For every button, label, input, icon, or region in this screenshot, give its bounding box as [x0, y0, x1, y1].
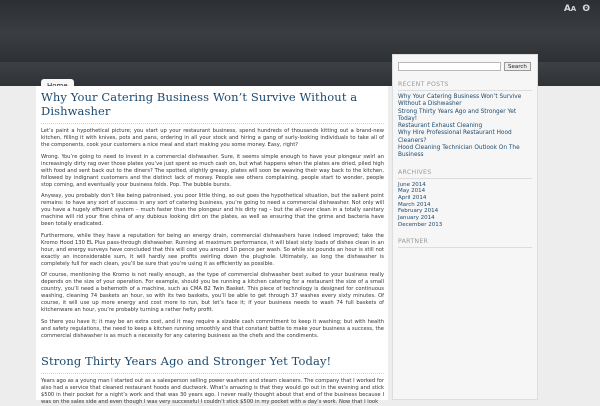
font-size-tools — [561, 4, 590, 14]
increase-font-icon[interactable]: A — [563, 4, 571, 14]
list-item — [398, 188, 532, 195]
post-paragraph: So there you have it; it may be an extra cost, and it may require a sizable cash commitment to keep it washing; but with health and safety regulations, the need to keep a kitchen running smoothly and that constant battle to make your business a success, the commercial dishwasher is as much a necessity for any catering business as the chefs and the condiments. — [41, 318, 384, 339]
recent-post-link[interactable]: Strong Thirty Years Ago and Stronger Yet Today! — [398, 108, 517, 122]
recent-posts-widget — [398, 81, 532, 160]
post-paragraph: Wrong. You’re going to need to invest in a commercial dishwasher. Sure, it seems simple enough to have your plongeur swirl an increasingly dirty rag over those plates you’ve just spent so much cash on, but what happens when the plates are dried, piled high with food and sent back out to the diners? The spotted, slightly greasy, plates will soon be weaving their way back to the kitchen, followed by indignant customers and the distinct lack of money. People see others complaining, people start to wonder, people stop coming, and eventually your business folds. Pop. The bubble bursts. — [41, 153, 384, 188]
post-title — [41, 90, 384, 124]
decrease-font-icon[interactable]: A — [570, 5, 577, 13]
post-body — [41, 128, 384, 340]
recent-post-link[interactable]: Why Your Catering Business Won’t Survive Without a Dishwasher — [398, 94, 522, 108]
list-item — [398, 130, 532, 145]
post-1 — [41, 90, 384, 340]
main-nav — [41, 73, 74, 87]
header-bar — [0, 0, 600, 62]
post-title-link[interactable]: Why Your Catering Business Won’t Survive Without a Dishwasher — [41, 90, 358, 118]
main-content — [36, 86, 388, 405]
recent-post-link[interactable]: Restaurant Exhaust Cleaning — [398, 123, 483, 130]
archive-link[interactable]: December 2013 — [398, 221, 443, 228]
post-2 — [41, 354, 384, 406]
post-title-link[interactable]: Strong Thirty Years Ago and Stronger Yet Today! — [41, 353, 332, 368]
widget-title: PARTNER — [398, 238, 532, 248]
archives-widget — [398, 169, 532, 229]
search-form — [398, 62, 532, 71]
list-item — [398, 202, 532, 209]
archive-link[interactable]: May 2014 — [398, 188, 426, 195]
recent-post-link[interactable]: Hood Cleaning Technician Outlook On The Business — [398, 145, 520, 159]
post-paragraph: Years ago as a young man I started out as a salesperson selling power washers and steam cleaners. The company that I worked for also had a service that cleaned restaurant hoods and ductwork. What’s amazing is that they would go out in the evening and stick $500 in their pocket for a night’s work and that was 30 years ago. I never really thought about that end of the business because I was on the sales side and even though I was very successful I couldn’t stick $500 in my pocket with a day’s work. Now that I look — [41, 377, 384, 405]
widget-title: RECENT POSTS — [398, 81, 532, 91]
archive-link[interactable]: June 2014 — [398, 181, 426, 188]
post-paragraph: Furthermore, while they have a reputation for being an energy drain, commercial dishwashers have indeed improved; take the Kromo Hood 130 EL Plus pass-through dishwasher. Running at maximum performance, it will blast sixty loads of dishes clean in an hour, and energy surveys have concluded that this will cost you around 10 pence per wash. So while six pounds an hour is still not exactly an inconsiderable sum, it will hardly see profits swirling down the plughole. Ultimately, as long the dishwasher is completely full for each clean, you’ll be sure that you’re using it as efficiently as possible. — [41, 232, 384, 267]
contrast-toggle-icon[interactable]: ʘ — [582, 4, 590, 14]
post-paragraph: Anyway, you probably don’t like being patronised, you poor little thing, so out goes the hypothetical situation, but the salient point remains: to have any sort of success in any sort of catering business, you’re going to need a commercial dishwasher. Not only will you have a hugely efficient system – much faster than the plongeur and his dirty rag – but the all-over clean in a totally sanitary machine will rid your fine china of any dubious looking dirt on the plates, as well as ensuring that the grime and bacteria have been totally eradicated. — [41, 193, 384, 227]
list-item — [398, 109, 532, 124]
recent-post-link[interactable]: Why Hire Professional Restaurant Hood Cleaners? — [398, 130, 512, 144]
list-item — [398, 222, 532, 229]
list-item — [398, 208, 532, 215]
list-item — [398, 195, 532, 202]
list-item — [398, 182, 532, 189]
list-item — [398, 94, 532, 109]
search-button[interactable]: Search — [504, 62, 531, 71]
post-title — [41, 354, 384, 374]
archive-link[interactable]: January 2014 — [398, 215, 435, 222]
list-item — [398, 123, 532, 130]
archive-link[interactable]: April 2014 — [398, 195, 427, 202]
post-paragraph: Let’s paint a hypothetical picture; you start up your restaurant business, spend hundreds of thousands kitting out a brand-new kitchen, filling it with knives, pots and pans, ordering in all your stock and hiring a gang of surly-looking individuals to take all of the components, cook your customers a nice meal and start making you some money. Easy, right? — [41, 128, 384, 148]
list-item — [398, 215, 532, 222]
partner-widget — [398, 238, 532, 248]
list-item — [398, 145, 532, 160]
search-input[interactable] — [398, 62, 501, 71]
widget-title: ARCHIVES — [398, 169, 532, 179]
archive-link[interactable]: February 2014 — [398, 208, 439, 215]
sidebar — [392, 54, 538, 400]
post-paragraph: Of course, mentioning the Kromo is not really enough, as the type of commercial dishwasher best suited to your business really depends on the size of your operation. For example, should you be running a kitchen catering for a restaurant the size of a small country, you’ll need a behemoth of a machine, such as CMA B2 Twin Basket. This piece of technology is designed for continuous washing, cleaning 74 baskets an hour, so with its two baskets, you’ll be able to get through 37 washes every sixty minutes. Of course, it will use up more energy and cost more to run, but let’s face it; if your business needs to wash 74 full baskets of kitchenware an hour, you’re probably turning a rather hefty profit. — [41, 272, 384, 313]
post-body — [41, 378, 384, 406]
archive-link[interactable]: March 2014 — [398, 201, 431, 208]
